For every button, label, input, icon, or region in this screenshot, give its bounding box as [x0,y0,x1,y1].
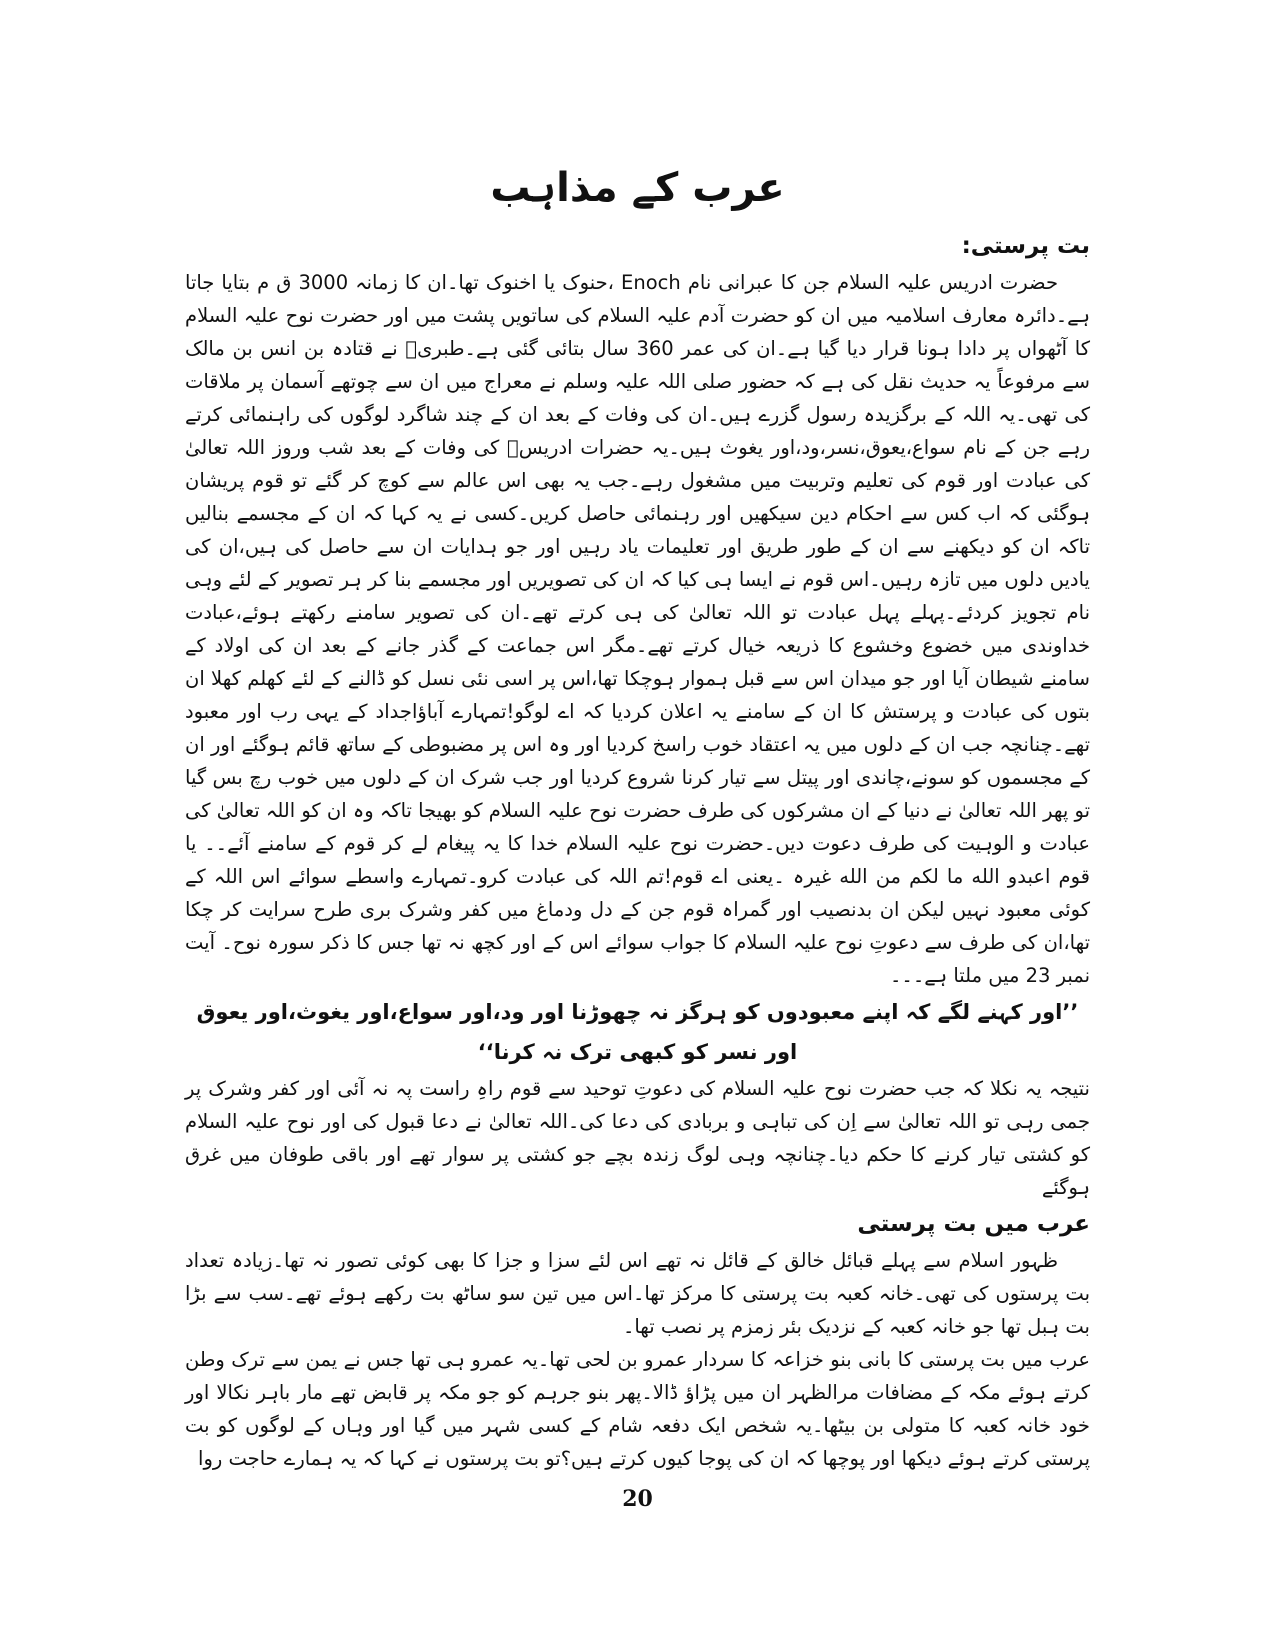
body-paragraph: حضرت ادریس علیہ السلام جن کا عبرانی نام Enoch ،حنوک یا اخنوک تھا۔ان کا زمانہ 3000 ق م بتایا جاتا ہے۔دائرہ معارف اسلامیہ میں ان کو حضرت آدم علیہ السلام کی ساتویں پشت میں اور حضرت نوح علیہ السلام کا آٹھواں پر دادا ہونا قرار دیا گیا ہے۔ان کی عمر 360 سال بتائی گئی ہے۔طبریؒ نے قتادہ بن انس بن مالک سے مرفوعاً یہ حدیث نقل کی ہے کہ حضور صلی اللہ علیہ وسلم نے معراج میں ان سے چوتھے آسمان پر ملاقات کی تھی۔یہ اللہ کے برگزیدہ رسول گزرے ہیں۔ان کی وفات کے بعد ان کے چند شاگرد لوگوں کی راہنمائی کرتے رہے جن کے نام سواع،یعوق،نسر،ود،اور یغوث ہیں۔یہ حضرات ادریسؑ کی وفات کے بعد شب وروز اللہ تعالیٰ کی عبادت اور قوم کی تعلیم وتربیت میں مشغول رہے۔جب یہ بھی اس عالم سے کوچ کر گئے تو قوم پریشان ہوگئی کہ اب کس سے احکام دین سیکھیں اور رہنمائی حاصل کریں۔کسی نے یہ کہا کہ ان کے مجسمے بنالیں تاکہ ان کو دیکھنے سے ان کے طور طریق اور تعلیمات یاد رہیں اور جو ہدایات ان سے حاصل کی ہیں،ان کی یادیں دلوں میں تازہ رہیں۔اس قوم نے ایسا ہی کیا کہ ان کی تصویریں اور مجسمے بنا کر ہر تصویر کے لئے وہی نام تجویز کردئے۔پہلے پہل عبادت تو اللہ تعالیٰ کی ہی کرتے تھے۔ان کی تصویر سامنے رکھتے ہوئے،عبادت خداوندی میں خضوع وخشوع کا ذریعہ خیال کرتے تھے۔مگر اس جماعت کے گذر جانے کے بعد ان کی اولاد کے سامنے شیطان آیا اور جو میدان اس سے قبل ہموار ہوچکا تھا،اس پر اسی نئی نسل کو ڈالنے کے لئے کھلم کھلا ان بتوں کی عبادت و پرستش کا ان کے سامنے یہ اعلان کردیا کہ اے لوگو!تمہارے آباؤاجداد کے یہی رب اور معبود تھے۔چنانچہ جب ان کے دلوں میں یہ اعتقاد خوب راسخ کردیا اور وہ اس پر مضبوطی کے ساتھ قائم ہوگئے اور ان کے مجسموں کو سونے،چاندی اور پیتل سے تیار کرنا شروع کردیا اور جب شرک ان کے دلوں میں خوب رچ بس گیا تو پھر اللہ تعالیٰ نے دنیا کے ان مشرکوں کی طرف حضرت نوح علیہ السلام کو بھیجا تاکہ وہ ان کو اللہ تعالیٰ کی عبادت و الوہیت کی طرف دعوت دیں۔حضرت نوح علیہ السلام خدا کا یہ پیغام لے کر قوم کے سامنے آئے۔۔ یا قوم اعبدو الله ما لکم من الله غیرہ ۔یعنی اے قوم!تم اللہ کی عبادت کرو۔تمہارے واسطے سوائے اس اللہ کے کوئی معبود نہیں لیکن ان بدنصیب اور گمراہ قوم جن کے دل ودماغ میں کفر وشرک بری طرح سرایت کر چکا تھا،ان کی طرف سے دعوتِ نوح علیہ السلام کا جواب سوائے اس کے اور کچھ نہ تھا جس کا ذکر سورہ نوح۔ آیت نمبر 23 میں ملتا ہے۔۔۔ [185,271,1090,987]
body-paragraph: عرب میں بت پرستی کا بانی بنو خزاعہ کا سردار عمرو بن لحی تھا۔یہ عمرو ہی تھا جس نے یمن سے ترک وطن کرتے ہوئے مکہ کے مضافات مرالظہر ان میں پڑاؤ ڈالا۔پھر بنو جرہم کو جو مکہ پر قابض تھے مار باہر نکالا اور خود خانہ کعبہ کا متولی بن بیٹھا۔یہ شخص ایک دفعہ شام کے کسی شہر میں گیا اور وہاں کے لوگوں کو بت پرستی کرتے ہوئے دیکھا اور پوچھا کہ ان کی پوجا کیوں کرتے ہیں؟تو بت پرستوں نے کہا کہ یہ ہمارے حاجت روا [185,1348,1090,1470]
body-paragraph: نتیجہ یہ نکلا کہ جب حضرت نوح علیہ السلام کی دعوتِ توحید سے قوم راہِ راست پہ نہ آئی اور کفر وشرک پر جمی رہی تو اللہ تعالیٰ سے اِن کی تباہی و بربادی کی دعا کی۔اللہ تعالیٰ نے دعا قبول کی اور نوح علیہ السلام کو کشتی تیار کرنے کا حکم دیا۔چنانچہ وہی لوگ زندہ بچے جو کشتی پر سوار تھے اور باقی طوفان میں غرق ہوگئے [185,1077,1090,1199]
section-heading-idol-worship: بت پرستی: [961,233,1090,259]
body-paragraph: ظہور اسلام سے پہلے قبائل خالق کے قائل نہ تھے اس لئے سزا و جزا کا بھی کوئی تصور نہ تھا۔زیادہ تعداد بت پرستوں کی تھی۔خانہ کعبہ بت پرستی کا مرکز تھا۔اس میں تین سو ساٹھ بت رکھے ہوئے تھے۔سب سے بڑا بت ہبل تھا جو خانہ کعبہ کے نزدیک بئر زمزم پر نصب تھا۔ [185,1249,1090,1338]
section-heading-idol-worship-in-arabia: عرب میں بت پرستی [857,1211,1090,1237]
quranic-quote: ’’اور کہنے لگے کہ اپنے معبودوں کو ہرگز نہ چھوڑنا اور ود،اور سواع،اور یغوث،اور یعوق اور نسر کو کبھی ترک نہ کرنا‘‘ [196,1000,1079,1064]
page-number: 20 [622,1486,653,1512]
page-title: عرب کے مذاہب [490,165,785,211]
page-content [185,226,1090,1475]
